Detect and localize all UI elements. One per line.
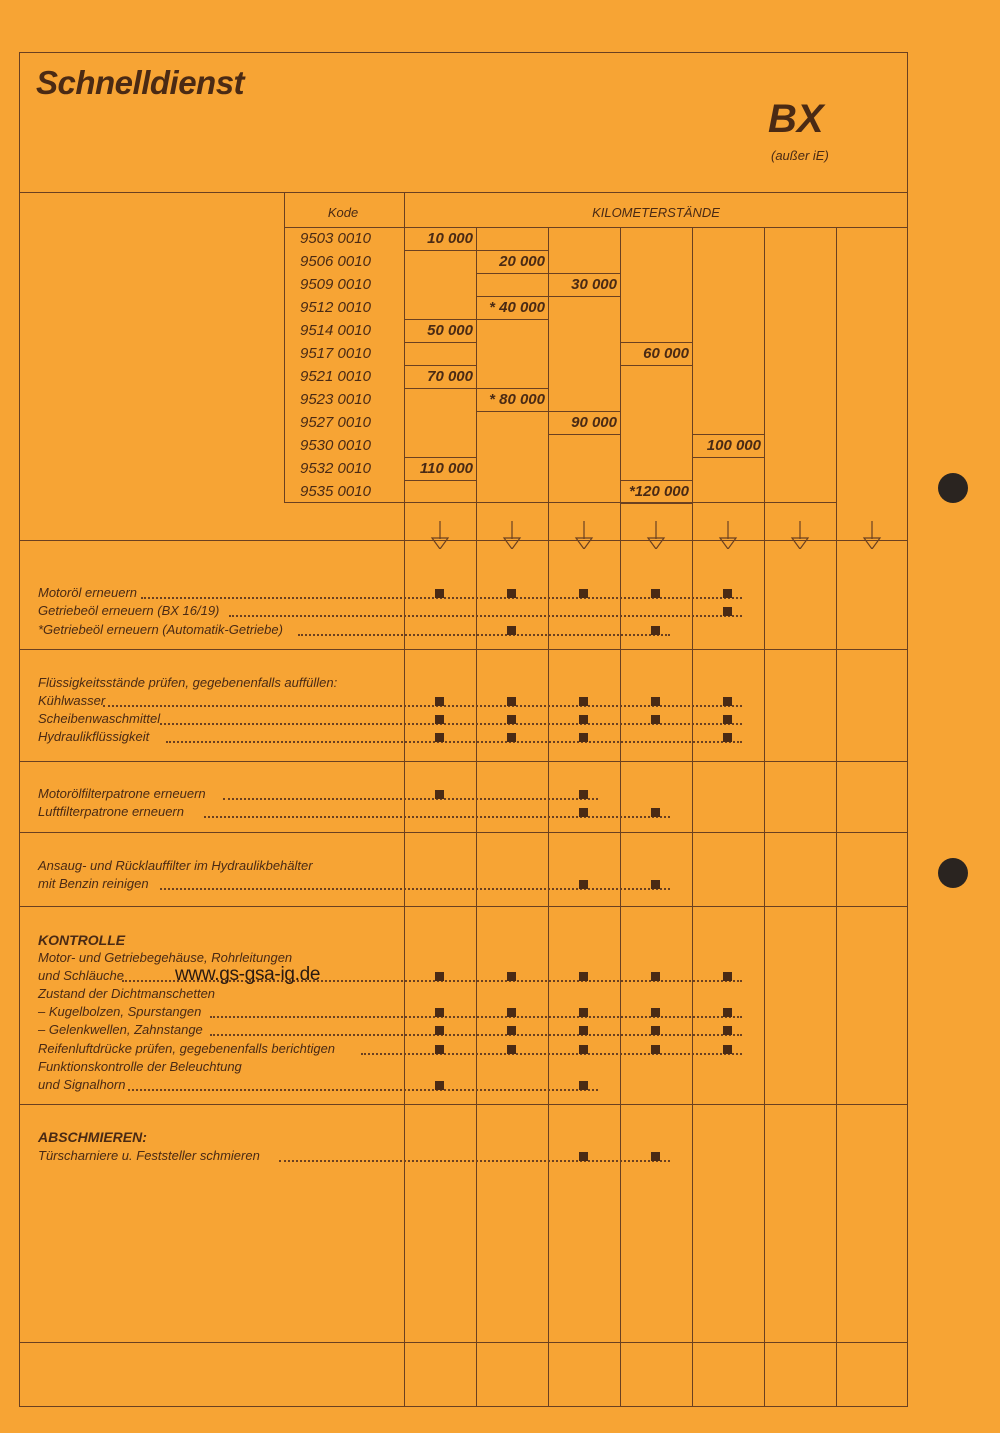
service-mark (723, 607, 732, 616)
km-cell-topline (404, 457, 476, 458)
task-leader (160, 888, 670, 890)
km-cell-underline (620, 365, 692, 366)
km-value: 50 000 (427, 322, 473, 339)
code-col-left (284, 192, 285, 502)
service-mark (579, 880, 588, 889)
service-mark (507, 1026, 516, 1035)
service-mark (507, 697, 516, 706)
code-cell: 9509 0010 (300, 276, 371, 293)
service-mark (435, 1045, 444, 1054)
model-name: BX (768, 97, 824, 141)
km-cell-topline (620, 480, 692, 481)
task-leader (210, 1034, 742, 1036)
km-cell-underline (548, 296, 620, 297)
km-value: 90 000 (571, 414, 617, 431)
task-label: – Kugelbolzen, Spurstangen (38, 1004, 202, 1019)
task-label: – Gelenkwellen, Zahnstange (38, 1022, 203, 1037)
task-leader (210, 1016, 742, 1018)
code-cell: 9535 0010 (300, 483, 371, 500)
km-col-divider (764, 227, 765, 1406)
down-arrow-icon (430, 521, 450, 549)
punch-hole (938, 858, 968, 888)
code-cell: 9506 0010 (300, 253, 371, 270)
service-mark (435, 733, 444, 742)
task-label: Motor- und Getriebegehäuse, Rohrleitungen (38, 950, 293, 965)
task-label: mit Benzin reinigen (38, 876, 149, 891)
km-value: * 40 000 (489, 299, 545, 316)
service-mark (651, 972, 660, 981)
code-cell: 9521 0010 (300, 368, 371, 385)
task-leader (223, 798, 598, 800)
service-mark (723, 1026, 732, 1035)
code-header: Kode (327, 205, 359, 220)
section-divider (19, 761, 908, 762)
section-divider (19, 832, 908, 833)
km-value: 100 000 (706, 437, 761, 454)
code-cell: 9514 0010 (300, 322, 371, 339)
service-mark (651, 808, 660, 817)
service-mark (723, 972, 732, 981)
service-mark (579, 1026, 588, 1035)
service-mark (507, 715, 516, 724)
task-label: und Signalhorn (38, 1077, 126, 1092)
arrow-divider (19, 540, 908, 541)
km-cell-topline (548, 411, 620, 412)
service-mark (723, 1045, 732, 1054)
service-mark (579, 1045, 588, 1054)
service-mark (651, 589, 660, 598)
task-label: und Schläuche (38, 968, 125, 983)
service-mark (723, 697, 732, 706)
service-mark (579, 697, 588, 706)
task-label: Zustand der Dichtmanschetten (38, 986, 216, 1001)
task-label: Getriebeöl erneuern (BX 16/19) (38, 603, 220, 618)
km-col-divider (836, 227, 837, 1406)
service-mark (579, 715, 588, 724)
task-leader (361, 1053, 742, 1055)
service-mark (507, 972, 516, 981)
code-cell: 9527 0010 (300, 414, 371, 431)
punch-hole (938, 473, 968, 503)
down-arrow-icon (574, 521, 594, 549)
km-value: *120 000 (628, 483, 689, 500)
km-cell-underline (548, 434, 620, 435)
code-cell: 9530 0010 (300, 437, 371, 454)
service-mark (579, 1008, 588, 1017)
km-cell-topline (404, 319, 476, 320)
task-label: Motorölfilterpatrone erneuern (38, 786, 206, 801)
service-mark (723, 715, 732, 724)
code-cell: 9517 0010 (300, 345, 371, 362)
task-leader (229, 615, 742, 617)
service-mark (435, 589, 444, 598)
section-divider (19, 906, 908, 907)
service-mark (579, 589, 588, 598)
task-leader (103, 705, 742, 707)
task-label: Flüssigkeitsstände prüfen, gegebenenfalls auffüllen: (38, 675, 338, 690)
km-cell-underline (692, 457, 764, 458)
km-value: 30 000 (571, 276, 617, 293)
service-mark (435, 1008, 444, 1017)
km-cell-topline (692, 434, 764, 435)
task-label: Hydraulikflüssigkeit (38, 729, 150, 744)
page-title: Schnelldienst (36, 64, 245, 101)
service-mark (579, 972, 588, 981)
service-mark (435, 697, 444, 706)
service-mark (651, 1026, 660, 1035)
service-mark (579, 808, 588, 817)
service-mark (435, 1026, 444, 1035)
km-value: * 80 000 (489, 391, 545, 408)
code-cell: 9512 0010 (300, 299, 371, 316)
service-mark (579, 733, 588, 742)
km-cell-underline (404, 342, 476, 343)
service-mark (579, 1152, 588, 1161)
km-value: 20 000 (499, 253, 545, 270)
service-mark (651, 1045, 660, 1054)
section-divider (19, 649, 908, 650)
task-label: KONTROLLE (38, 932, 126, 948)
km-cell-topline (404, 227, 476, 228)
code-bottom-line (284, 502, 836, 503)
service-mark (507, 1045, 516, 1054)
service-mark (579, 790, 588, 799)
service-mark (651, 1008, 660, 1017)
model-note: (außer iE) (771, 148, 829, 163)
task-leader (166, 741, 742, 743)
km-cell-topline (476, 388, 548, 389)
task-label: Ansaug- und Rücklauffilter im Hydraulikbehälter (38, 858, 313, 873)
service-mark (435, 715, 444, 724)
service-mark (507, 626, 516, 635)
service-mark (507, 1008, 516, 1017)
service-mark (435, 790, 444, 799)
km-header: KILOMETERSTÄNDE (592, 205, 720, 220)
service-mark (723, 733, 732, 742)
task-label: *Getriebeöl erneuern (Automatik-Getriebe) (38, 622, 283, 637)
code-cell: 9503 0010 (300, 230, 371, 247)
km-value: 70 000 (427, 368, 473, 385)
km-cell-topline (476, 296, 548, 297)
km-cell-underline (404, 388, 476, 389)
service-mark (435, 1081, 444, 1090)
task-label: Reifenluftdrücke prüfen, gegebenenfalls berichtigen (38, 1041, 336, 1056)
section-divider (19, 1342, 908, 1343)
km-cell-underline (476, 411, 548, 412)
task-label: ABSCHMIEREN: (38, 1129, 147, 1145)
km-cell-topline (476, 250, 548, 251)
service-mark (507, 733, 516, 742)
code-cell: 9532 0010 (300, 460, 371, 477)
down-arrow-icon (502, 521, 522, 549)
km-cell-underline (476, 273, 548, 274)
down-arrow-icon (862, 521, 882, 549)
down-arrow-icon (718, 521, 738, 549)
task-leader (279, 1160, 670, 1162)
service-mark (723, 589, 732, 598)
task-label: Luftfilterpatrone erneuern (38, 804, 184, 819)
service-mark (579, 1081, 588, 1090)
service-mark (507, 589, 516, 598)
task-label: Funktionskontrolle der Beleuchtung (38, 1059, 242, 1074)
km-value: 10 000 (427, 230, 473, 247)
service-mark (651, 1152, 660, 1161)
km-value: 110 000 (419, 460, 473, 477)
service-mark (651, 626, 660, 635)
service-mark (435, 972, 444, 981)
km-cell-underline (404, 250, 476, 251)
table-top-line (284, 192, 908, 193)
km-cell-underline (620, 503, 692, 504)
service-mark (651, 697, 660, 706)
task-leader (128, 1089, 598, 1091)
km-cell-underline (404, 480, 476, 481)
km-value: 60 000 (643, 345, 689, 362)
task-label: Motoröl erneuern (38, 585, 137, 600)
task-leader (204, 816, 670, 818)
service-mark (723, 1008, 732, 1017)
km-cell-topline (620, 342, 692, 343)
task-leader (298, 634, 670, 636)
service-mark (651, 715, 660, 724)
km-cell-topline (548, 273, 620, 274)
task-label: Türscharniere u. Feststeller schmieren (38, 1148, 260, 1163)
watermark: www.gs-gsa-ig.de (175, 964, 321, 985)
code-cell: 9523 0010 (300, 391, 371, 408)
task-label: Kühlwasser (38, 693, 106, 708)
service-mark (651, 880, 660, 889)
down-arrow-icon (646, 521, 666, 549)
down-arrow-icon (790, 521, 810, 549)
section-divider (19, 1104, 908, 1105)
km-header-line (284, 227, 908, 228)
km-cell-underline (476, 319, 548, 320)
km-cell-topline (404, 365, 476, 366)
km-col-divider (692, 227, 693, 1406)
task-label: Scheibenwaschmittel (38, 711, 161, 726)
